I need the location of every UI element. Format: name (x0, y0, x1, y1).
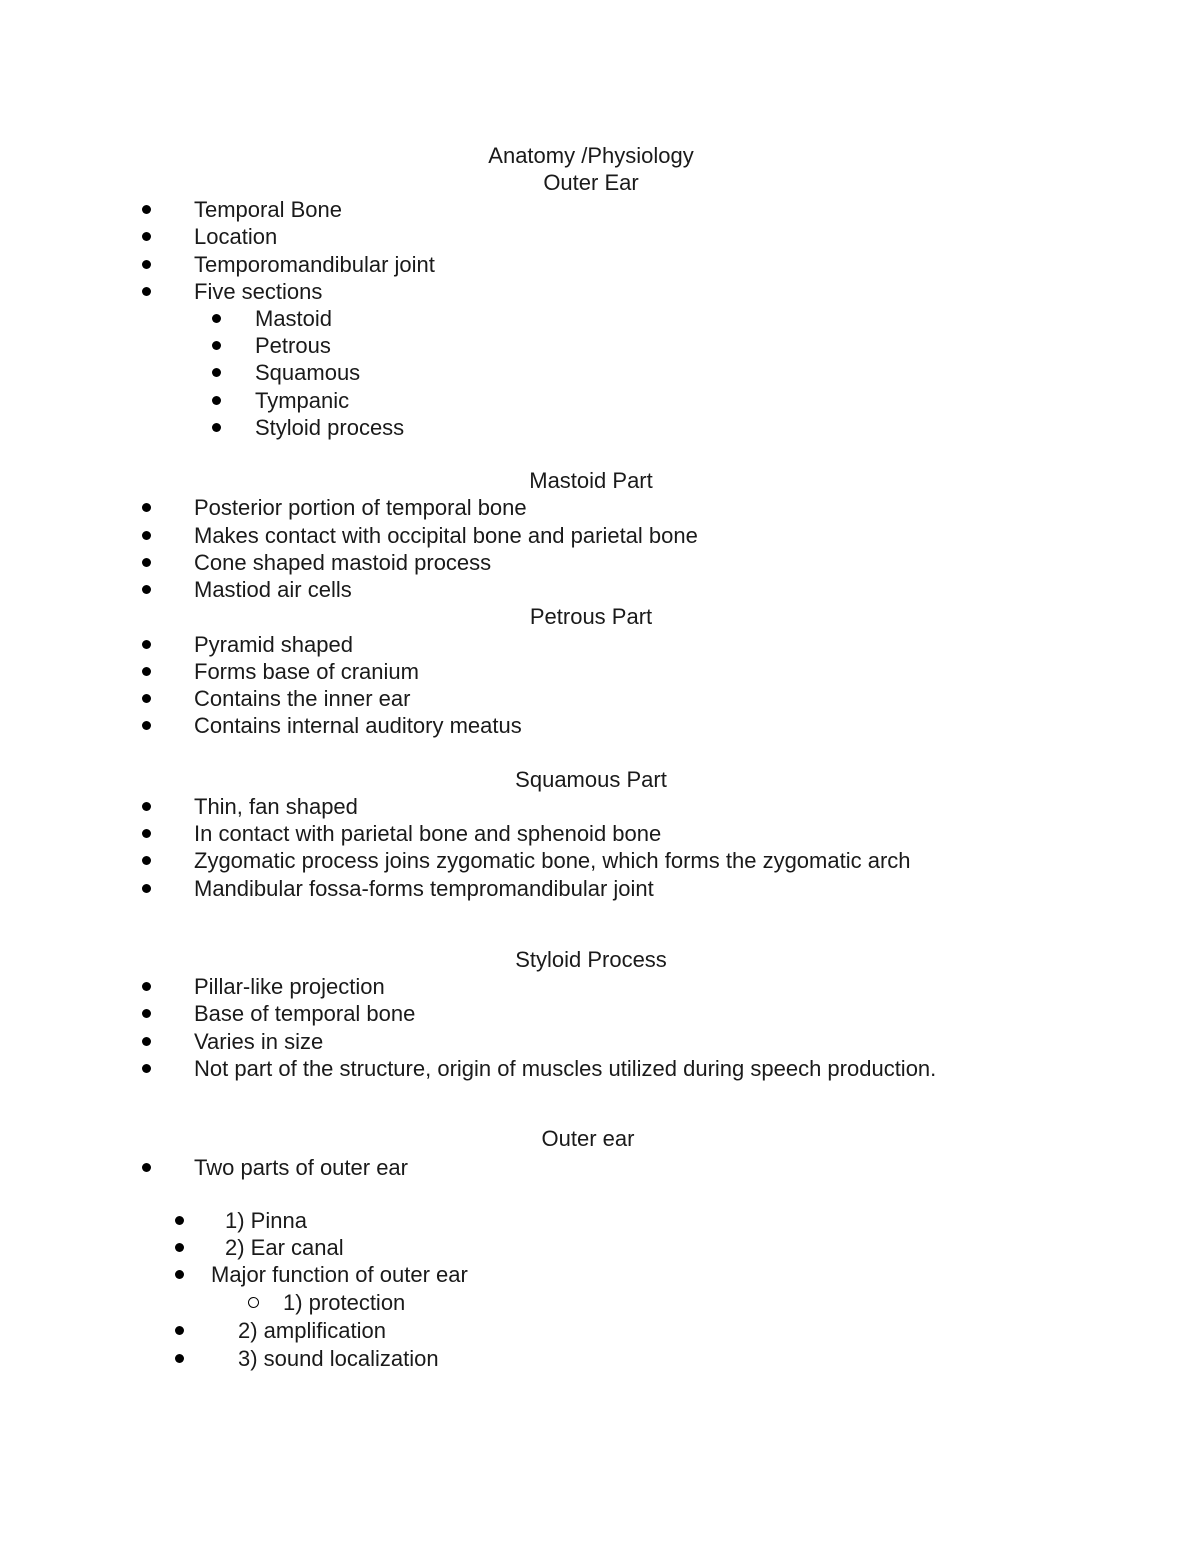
list-item: In contact with parietal bone and sphenoid bone (194, 821, 662, 846)
list-item: Two parts of outer ear (194, 1155, 408, 1180)
sub-list-item: Squamous (255, 360, 361, 385)
list-item: Cone shaped mastoid process (194, 550, 492, 575)
section-heading-styloid-process: Styloid Process (515, 947, 667, 972)
list-item: Temporal Bone (194, 197, 342, 222)
sub-list-item: Styloid process (255, 415, 405, 440)
bullet-icon (142, 287, 151, 296)
list-item: Varies in size (194, 1029, 324, 1054)
list-item: Thin, fan shaped (194, 794, 358, 819)
list-item: Contains the inner ear (194, 686, 411, 711)
list-item: Temporomandibular joint (194, 252, 435, 277)
bullet-icon (142, 558, 151, 567)
bullet-icon (212, 341, 221, 350)
bullet-icon (142, 802, 151, 811)
list-item: Contains internal auditory meatus (194, 713, 522, 738)
bullet-icon (142, 667, 151, 676)
hollow-bullet-icon (248, 1297, 259, 1308)
bullet-icon (175, 1354, 184, 1363)
sub-list-item: Tympanic (255, 388, 350, 413)
bullet-icon (142, 829, 151, 838)
sub-list-item: Mastoid (255, 306, 333, 331)
bullet-icon (142, 1163, 151, 1172)
sub-list-item: 1) Pinna (225, 1208, 307, 1233)
sub-list-item: Major function of outer ear (211, 1262, 468, 1287)
bullet-icon (212, 423, 221, 432)
bullet-icon (175, 1326, 184, 1335)
bullet-icon (142, 884, 151, 893)
bullet-icon (142, 260, 151, 269)
bullet-icon (142, 856, 151, 865)
bullet-icon (212, 396, 221, 405)
bullet-icon (142, 1037, 151, 1046)
bullet-icon (175, 1243, 184, 1252)
section-heading-outer-ear-2: Outer ear (541, 1126, 635, 1151)
bullet-icon (175, 1270, 184, 1279)
section-heading-mastoid-part: Mastoid Part (529, 468, 653, 493)
bullet-icon (142, 531, 151, 540)
sub-list-item: 2) Ear canal (225, 1235, 344, 1260)
sub-list-item: 3) sound localization (238, 1346, 439, 1371)
bullet-icon (175, 1216, 184, 1225)
section-heading-petrous-part: Petrous Part (529, 604, 653, 629)
bullet-icon (212, 314, 221, 323)
list-item: Makes contact with occipital bone and parietal bone (194, 523, 698, 548)
bullet-icon (142, 205, 151, 214)
section-heading-squamous-part: Squamous Part (515, 767, 667, 792)
bullet-icon (212, 368, 221, 377)
bullet-icon (142, 1009, 151, 1018)
bullet-icon (142, 721, 151, 730)
list-item: Zygomatic process joins zygomatic bone, which forms the zygomatic arch (194, 848, 911, 873)
sub-list-item: 2) amplification (238, 1318, 386, 1343)
list-item: Posterior portion of temporal bone (194, 495, 527, 520)
list-item: Base of temporal bone (194, 1001, 416, 1026)
list-item: Location (194, 224, 278, 249)
bullet-icon (142, 982, 151, 991)
sub-sub-list-item: 1) protection (283, 1290, 406, 1315)
bullet-icon (142, 694, 151, 703)
bullet-icon (142, 640, 151, 649)
list-item: Pyramid shaped (194, 632, 353, 657)
list-item: Five sections (194, 279, 323, 304)
bullet-icon (142, 232, 151, 241)
list-item: Not part of the structure, origin of muscles utilized during speech production. (194, 1056, 937, 1081)
list-item: Pillar-like projection (194, 974, 385, 999)
sub-list-item: Petrous (255, 333, 331, 358)
document-title: Anatomy /Physiology (488, 143, 694, 168)
section-heading-outer-ear: Outer Ear (543, 170, 639, 195)
bullet-icon (142, 1064, 151, 1073)
list-item: Mandibular fossa-forms tempromandibular joint (194, 876, 654, 901)
bullet-icon (142, 585, 151, 594)
bullet-icon (142, 503, 151, 512)
list-item: Mastiod air cells (194, 577, 352, 602)
list-item: Forms base of cranium (194, 659, 419, 684)
